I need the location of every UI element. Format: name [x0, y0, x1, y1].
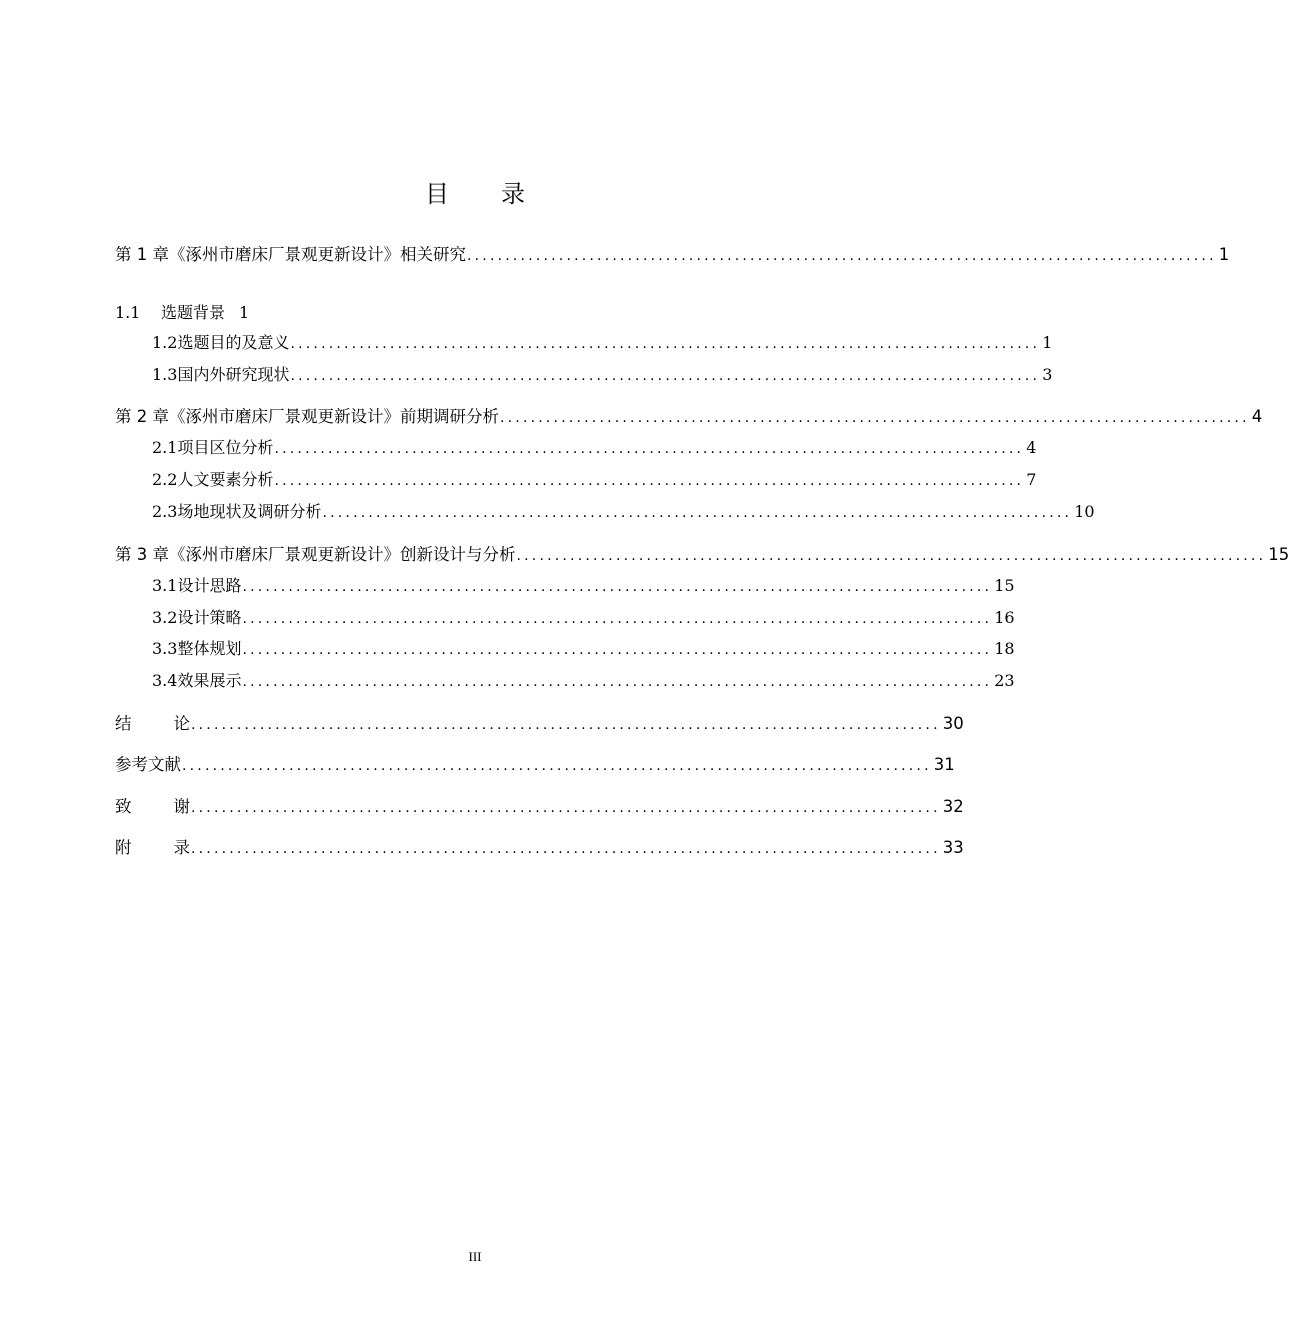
toc-entry-chapter-2[interactable]: [115, 403, 1263, 427]
toc-entry-page: 4: [1026, 438, 1037, 457]
toc-entry-label: [115, 710, 190, 734]
toc-entry-number: 第 3 章: [115, 545, 169, 564]
page-number-footer: III: [468, 1249, 482, 1264]
toc-entry-label: 选题目的及意义: [177, 333, 290, 352]
toc-entry-page: 16: [994, 608, 1015, 627]
toc-entry-page: 32: [942, 797, 964, 816]
toc-entry-number: 第 2 章: [115, 407, 169, 426]
toc-entry-page: 31: [933, 755, 955, 774]
toc-entry-label: 项目区位分析: [177, 438, 274, 457]
toc-entry-page: 1: [1042, 333, 1053, 352]
dot-leader: ..................................................................................................: [467, 248, 1217, 264]
toc-entry-page: 3: [1042, 365, 1053, 384]
toc-entry-3-1[interactable]: [152, 573, 1015, 597]
label-char: 致: [115, 797, 132, 816]
toc-entry-label: [115, 834, 190, 858]
toc-entry-label: 整体规划: [177, 639, 242, 658]
dot-leader: ..................................................................................................: [274, 473, 1025, 489]
dot-leader: ..................................................................................................: [290, 368, 1041, 384]
toc-entry-chapter-1[interactable]: [115, 241, 1230, 265]
toc-entry-page: 33: [942, 838, 964, 857]
toc-entry-1-3[interactable]: [152, 362, 1053, 386]
toc-entry-2-3[interactable]: [152, 499, 1095, 523]
title-char-right: 录: [501, 180, 525, 208]
toc-entry-page: 18: [994, 639, 1015, 658]
toc-entry-number: 2.2: [152, 470, 178, 489]
toc-entry-3-4[interactable]: [152, 668, 1015, 692]
dot-leader: ..................................................................................................: [191, 841, 941, 857]
toc-entry-number: 1.2: [152, 333, 178, 352]
toc-entry-conclusion[interactable]: [115, 710, 964, 734]
toc-entry-label: 效果展示: [177, 671, 242, 690]
page-title: [0, 174, 950, 209]
dot-leader: ..................................................................................................: [290, 336, 1041, 352]
label-char: 论: [173, 714, 190, 733]
toc-entry-number: 2.3: [152, 502, 178, 521]
toc-entry-page: 30: [942, 714, 964, 733]
dot-leader: ..................................................................................................: [500, 410, 1250, 426]
toc-entry-label: [115, 793, 190, 817]
toc-entry-number: 2.1: [152, 438, 178, 457]
toc-entry-number: 3.3: [152, 639, 178, 658]
dot-leader: ..................................................................................................: [242, 579, 993, 595]
dot-leader: ..................................................................................................: [242, 642, 993, 658]
toc-entry-label: 参考文献: [115, 755, 181, 774]
dot-leader: ..................................................................................................: [516, 548, 1267, 564]
label-char: 谢: [173, 797, 190, 816]
toc-entry-page: 7: [1026, 470, 1037, 489]
toc-entry-page: 23: [994, 671, 1015, 690]
toc-entry-number: 3.1: [152, 576, 178, 595]
toc-entry-page: 10: [1074, 502, 1095, 521]
toc-entry-1-1[interactable]: [115, 300, 415, 324]
dot-leader: ..................................................................................................: [322, 505, 1073, 521]
toc-entry-number: 1.3: [152, 365, 178, 384]
toc-entry-number: 3.4: [152, 671, 178, 690]
toc-entry-label: 设计策略: [177, 608, 242, 627]
toc-entry-label: 人文要素分析: [177, 470, 274, 489]
dot-leader: ..................................................................................................: [191, 800, 941, 816]
label-char: 录: [173, 838, 190, 857]
toc-entry-3-3[interactable]: [152, 636, 1015, 660]
toc-entry-2-1[interactable]: [152, 435, 1037, 459]
label-char: 附: [115, 838, 132, 857]
toc-entry-1-2[interactable]: [152, 330, 1053, 354]
toc-entry-chapter-3[interactable]: [115, 541, 1289, 565]
toc-entry-page: 4: [1251, 407, 1263, 426]
toc-entry-number: 1.1: [115, 303, 141, 322]
dot-leader: ..................................................................................................: [242, 674, 993, 690]
toc-entry-references[interactable]: [115, 751, 955, 775]
toc-entry-label: 设计思路: [177, 576, 242, 595]
toc-entry-3-2[interactable]: [152, 605, 1015, 629]
toc-entry-label: 选题背景: [161, 303, 226, 322]
toc-entry-page: 1: [239, 303, 250, 322]
toc-entry-number: 3.2: [152, 608, 178, 627]
title-char-left: 目: [425, 180, 449, 208]
toc-entry-number: 第 1 章: [115, 245, 169, 264]
toc-entry-label: 国内外研究现状: [177, 365, 290, 384]
toc-entry-label: 《涿州市磨床厂景观更新设计》创新设计与分析: [169, 545, 516, 564]
dot-leader: ..................................................................................................: [182, 758, 932, 774]
toc-entry-label: 《涿州市磨床厂景观更新设计》相关研究: [169, 245, 466, 264]
dot-leader: ..................................................................................................: [242, 611, 993, 627]
toc-entry-2-2[interactable]: [152, 467, 1037, 491]
toc-entry-label: 场地现状及调研分析: [177, 502, 322, 521]
toc-entry-page: 15: [1268, 545, 1289, 564]
toc-entry-page: 15: [994, 576, 1015, 595]
toc-entry-appendix[interactable]: [115, 834, 964, 858]
toc-entry-acknowledgements[interactable]: [115, 793, 964, 817]
toc-entry-label: 《涿州市磨床厂景观更新设计》前期调研分析: [169, 407, 499, 426]
toc-entry-page: 1: [1218, 245, 1230, 264]
dot-leader: ..................................................................................................: [274, 441, 1025, 457]
dot-leader: ..................................................................................................: [191, 717, 941, 733]
label-char: 结: [115, 714, 132, 733]
